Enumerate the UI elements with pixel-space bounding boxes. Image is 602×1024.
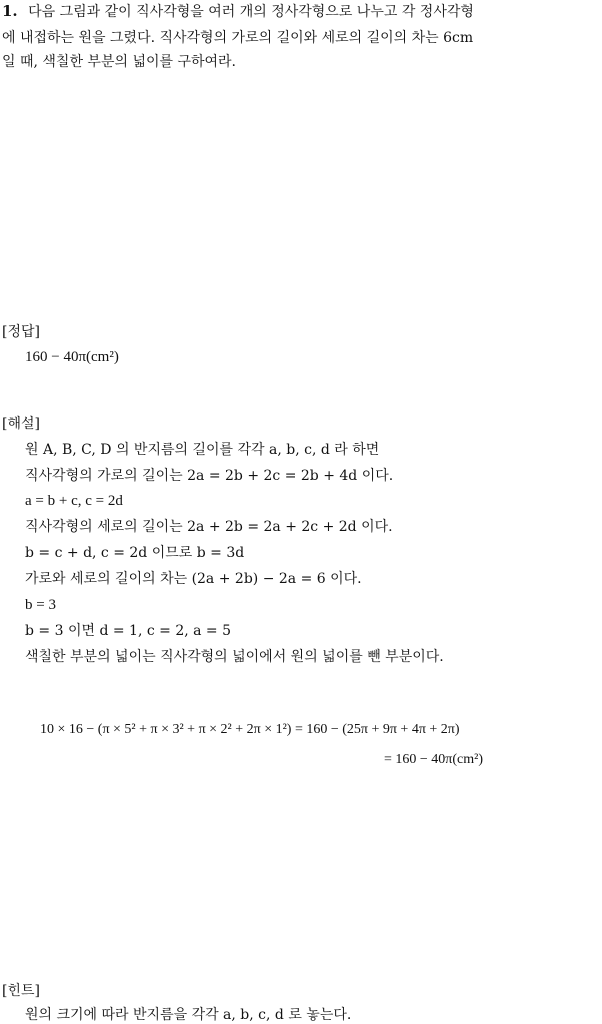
question-text-2: 에 내접하는 원을 그렸다. 직사각형의 가로의 길이와 세로의 길이의 차는 6cm: [2, 30, 474, 46]
question-text-1: 다음 그림과 같이 직사각형을 여러 개의 정사각형으로 나누고 각 정사각형: [28, 4, 474, 20]
answer-value: 160 − 40π(cm²): [25, 349, 119, 365]
hint-text: 원의 크기에 따라 반지름을 각각 a, b, c, d 로 놓는다.: [25, 1007, 352, 1023]
solution-line-8: b = 3 이면 d = 1, c = 2, a = 5: [25, 623, 232, 639]
question-number: 1.: [2, 2, 18, 20]
solution-line-2: 직사각형의 가로의 길이는 2a = 2b + 2c = 2b + 4d 이다.: [25, 468, 394, 484]
solution-line-4: 직사각형의 세로의 길이는 2a + 2b = 2a + 2c + 2d 이다.: [25, 519, 393, 535]
equation-line-1: 10 × 16 − (π × 5² + π × 3² + π × 2² + 2π × 1²) = 160 − (25π + 9π + 4π + 2π): [40, 722, 460, 737]
solution-line-9: 색칠한 부분의 넓이는 직사각형의 넓이에서 원의 넓이를 뺀 부분이다.: [25, 649, 444, 665]
question-text-3: 일 때, 색칠한 부분의 넓이를 구하여라.: [2, 54, 237, 70]
solution-line-7: b = 3: [25, 597, 56, 613]
hint-label: [힌트]: [2, 983, 40, 999]
solution-line-6: 가로와 세로의 길이의 차는 (2a + 2b) − 2a = 6 이다.: [25, 571, 362, 587]
solution-line-1: 원 A, B, C, D 의 반지름의 길이를 각각 a, b, c, d 라 하면: [25, 442, 380, 458]
solution-line-5: b = c + d, c = 2d 이므로 b = 3d: [25, 545, 245, 561]
question-line-1: [2, 2, 474, 21]
equation-line-2: = 160 − 40π(cm²): [384, 752, 483, 767]
answer-label: [정답]: [2, 324, 40, 340]
solution-line-3: a = b + c, c = 2d: [25, 493, 123, 509]
solution-label: [해설]: [2, 416, 40, 432]
